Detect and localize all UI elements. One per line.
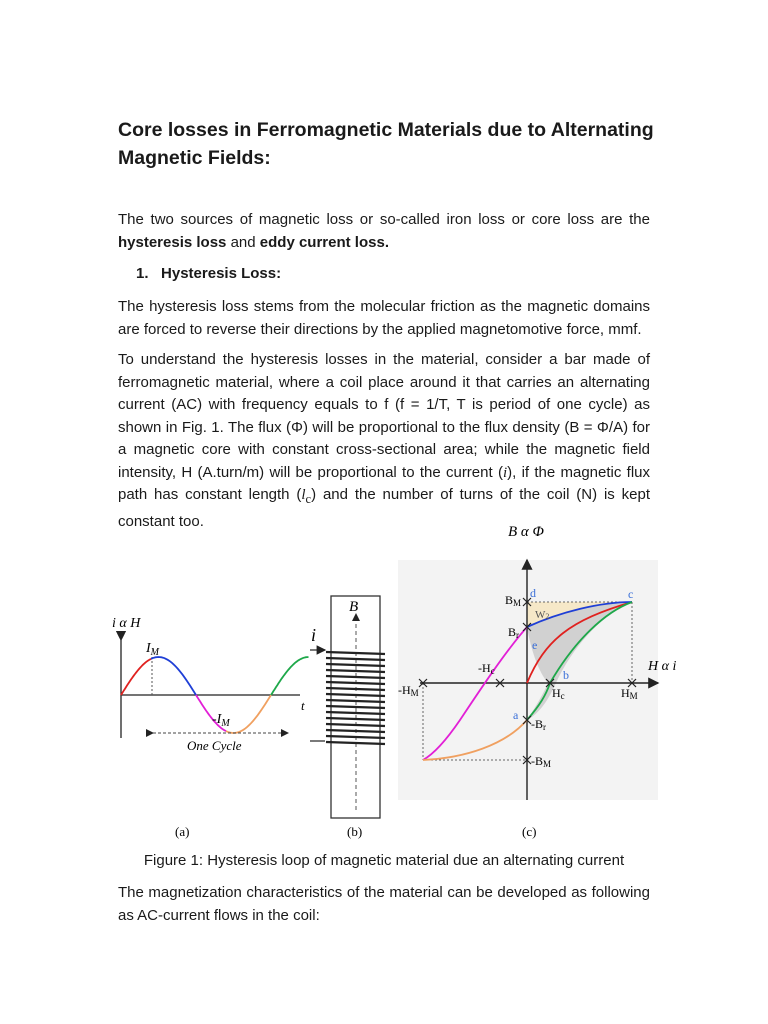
- label-neg-hc-sub: c: [490, 666, 495, 676]
- symbol-i: i: [502, 464, 508, 481]
- coil-turn: [326, 742, 385, 744]
- point-c: c: [628, 587, 634, 601]
- a-ylabel: i α H: [112, 616, 141, 631]
- label-neg-br: -Br: [531, 717, 546, 732]
- panel-b-coil: [310, 596, 385, 839]
- label-neg-hc: -Hc: [478, 661, 495, 676]
- paragraph-magnetization: The magnetization characteristics of the material can be developed as following as AC-current flows in the coil:: [118, 884, 650, 924]
- coil-turn: [326, 652, 385, 654]
- label-neg-bm-sub: M: [543, 759, 552, 769]
- wave-segment-4: [226, 695, 271, 733]
- coil-turn: [326, 706, 385, 708]
- coil-turn: [326, 724, 385, 726]
- wave-segment-5: [271, 657, 309, 695]
- coil-turn: [326, 676, 385, 678]
- tag-b: (b): [347, 824, 363, 839]
- section-title: Hysteresis Loss:: [161, 265, 282, 282]
- intro-and: and: [226, 233, 260, 251]
- coil-turn: [326, 700, 385, 702]
- coil-turn: [326, 658, 385, 660]
- label-hm-sub: M: [629, 691, 638, 701]
- label-hc: Hc: [552, 686, 565, 701]
- label-hm: HM: [621, 686, 638, 701]
- intro-text: The two sources of magnetic loss or so-called iron loss or core loss are the: [118, 211, 650, 228]
- page-title: Core losses in Ferromagnetic Materials due to Alternating Magnetic Fields:: [118, 119, 654, 169]
- label-hc-sub: c: [560, 691, 565, 701]
- b-label-i: i: [311, 625, 317, 645]
- label-neg-hm-sub: M: [410, 688, 419, 698]
- a-neg-im-sub: M: [221, 718, 230, 729]
- tag-a: (a): [175, 824, 190, 839]
- one-cycle-label: One Cycle: [187, 738, 242, 753]
- c-title: B α Φ: [508, 524, 544, 540]
- b-label-B: B: [349, 599, 359, 615]
- label-w2-sub: 2: [545, 612, 550, 621]
- setup-text-3: ) and the number of turns of the coil (N) is kept constant too.: [118, 486, 650, 530]
- coil-turn: [326, 670, 385, 672]
- wave-segment-1: [121, 659, 151, 695]
- a-neg-im-label: $-I_M$: [212, 712, 230, 729]
- a-im-label: $I_M$: [146, 641, 160, 658]
- section-number: 1.: [136, 265, 149, 282]
- figure-caption: Figure 1: Hysteresis loop of magnetic material due an alternating current: [143, 852, 625, 869]
- coil-turn: [326, 712, 385, 714]
- a-im-sub: M: [150, 647, 160, 658]
- coil-turn: [326, 736, 385, 738]
- label-w2: W2: [535, 609, 550, 621]
- coil-turn: [326, 718, 385, 720]
- coil-turn: [326, 682, 385, 684]
- point-b: b: [563, 668, 569, 682]
- panel-a-waveform: [112, 616, 309, 839]
- point-e: e: [532, 638, 538, 652]
- point-d: d: [530, 586, 536, 600]
- coil-turn: [326, 664, 385, 666]
- label-bm: BM: [505, 593, 522, 608]
- symbol-l-sub: c: [305, 492, 312, 506]
- paragraph-hysteresis-cause: The hysteresis loss stems from the molecular friction as the magnetic domains are forced to reverse their directions by the applied magnetomotive force, mmf.: [118, 298, 650, 338]
- coil-turn: [326, 694, 385, 696]
- setup-text-2: ), if the magnetic flux path has constant length (: [118, 463, 650, 503]
- label-haxis: H α i: [648, 659, 677, 674]
- point-a: a: [513, 708, 519, 722]
- tag-c: (c): [522, 824, 537, 839]
- wave-segment-2: [151, 657, 196, 695]
- panel-c-hysteresis: [398, 524, 676, 839]
- label-bm-sub: M: [513, 598, 522, 608]
- intro-bold-eddy: eddy current loss.: [259, 233, 389, 251]
- label-neg-bm: -BM: [531, 754, 552, 769]
- a-t-label: t: [301, 698, 305, 713]
- label-neg-br-sub: r: [543, 722, 546, 732]
- coil-turn: [326, 688, 385, 690]
- symbol-l: l: [301, 487, 306, 503]
- coil-turn: [326, 730, 385, 732]
- intro-bold-hysteresis: hysteresis loss: [118, 233, 227, 251]
- label-br: Br: [508, 625, 520, 640]
- label-br-sub: r: [516, 630, 520, 640]
- label-neg-hm: -HM: [398, 683, 419, 698]
- setup-text-1: To understand the hysteresis losses in the material, consider a bar made of ferromagnetic material, where a coil place around it that carries an alternating current (AC) with frequency equals to f (f = 1/T, T is period of one cycle) as shown in Fig. 1. The flux (Φ) will be proportional to the flux density (B = Φ/A) for a magnetic core with constant cross-sectional area; while the magnetic field intensity, H (A.turn/m) will be proportional to the current (: [118, 351, 650, 481]
